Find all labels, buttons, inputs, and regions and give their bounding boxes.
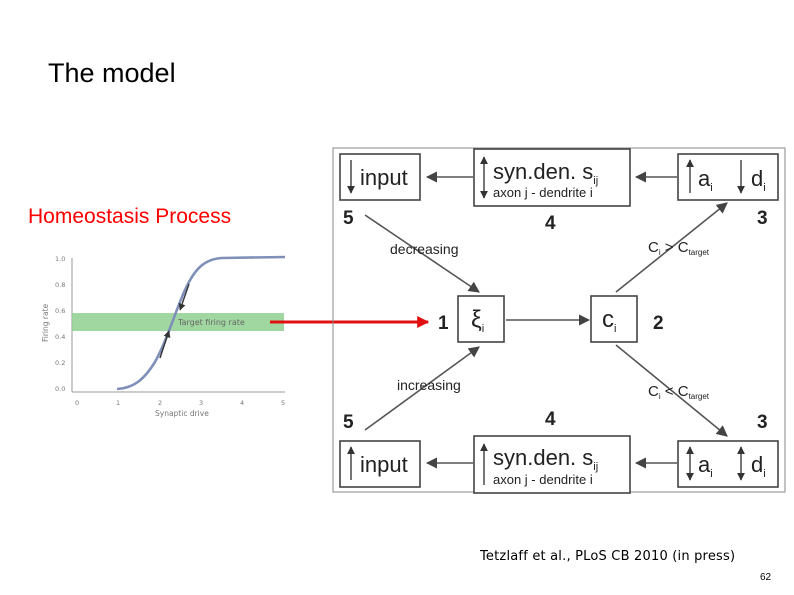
y-tick-label: 0.4 [55,333,66,341]
condition-greater [648,239,710,257]
number-4-top: 4 [545,213,556,234]
cond-lt-target: target [688,392,710,401]
bottom-d: d [751,452,764,477]
label-increasing: increasing [397,377,461,393]
bottom-synden-main: syn.den. s [493,445,594,470]
c-box [591,296,637,342]
c-symbol: c [602,306,614,333]
cond-gt-op: > C [660,239,689,256]
bottom-synden-text [493,445,598,473]
x-tick-label: 2 [158,399,163,407]
cond-lt-op: < C [660,383,689,400]
top-synden-sub: ij [593,175,599,187]
page-number: 62 [760,572,772,583]
bottom-d-sub: i [763,468,766,480]
top-synden-text [493,159,598,187]
sigmoid-plot [41,255,285,418]
xi-sub: i [481,323,485,335]
slide-title: The model [48,58,176,88]
x-tick-label: 3 [199,399,204,407]
y-tick-label: 0.6 [55,307,66,315]
cond-lt-c-sub: i [658,392,661,401]
number-5-bottom: 5 [343,412,354,433]
number-1: 1 [438,313,449,334]
slide-subtitle: Homeostasis Process [28,205,232,228]
top-input-label: input [360,165,408,190]
cond-gt-c: C [648,239,659,256]
citation: Tetzlaff et al., PLoS CB 2010 (in press) [480,549,736,564]
x-tick-label: 5 [281,399,286,407]
number-4-bottom: 4 [545,409,556,430]
bottom-synden-sub: ij [593,461,599,473]
y-tick-label: 0.2 [55,359,66,367]
xi-symbol: ξ [471,306,482,333]
c-sub: i [614,323,617,335]
y-axis-label: Firing rate [41,303,50,342]
condition-less [648,383,710,401]
number-3-bottom: 3 [757,412,768,433]
y-tick-label: 0.8 [55,281,66,289]
target-band-label: Target firing rate [178,318,245,327]
y-tick-label: 1.0 [55,255,66,263]
number-5-top: 5 [343,208,354,229]
bottom-axon-label: axon j - dendrite i [493,472,593,487]
cond-lt-c: C [648,383,659,400]
cond-gt-c-sub: i [658,248,661,257]
number-3-top: 3 [757,208,768,229]
x-tick-label: 4 [240,399,245,407]
x-tick-label: 0 [75,399,80,407]
number-2: 2 [653,313,664,334]
top-axon-label: axon j - dendrite i [493,185,593,200]
top-d-sub: i [763,182,766,194]
top-a: a [698,166,711,191]
bottom-a-sub: i [710,468,713,480]
x-axis-label: Synaptic drive [155,409,209,418]
x-tick-label: 1 [116,399,121,407]
y-tick-label: 0.0 [55,385,66,393]
label-decreasing: decreasing [390,241,459,257]
bottom-input-label: input [360,452,408,477]
top-synden-main: syn.den. s [493,159,594,184]
top-a-sub: i [710,182,713,194]
cond-gt-target: target [688,248,710,257]
top-d: d [751,166,764,191]
bottom-a: a [698,452,711,477]
